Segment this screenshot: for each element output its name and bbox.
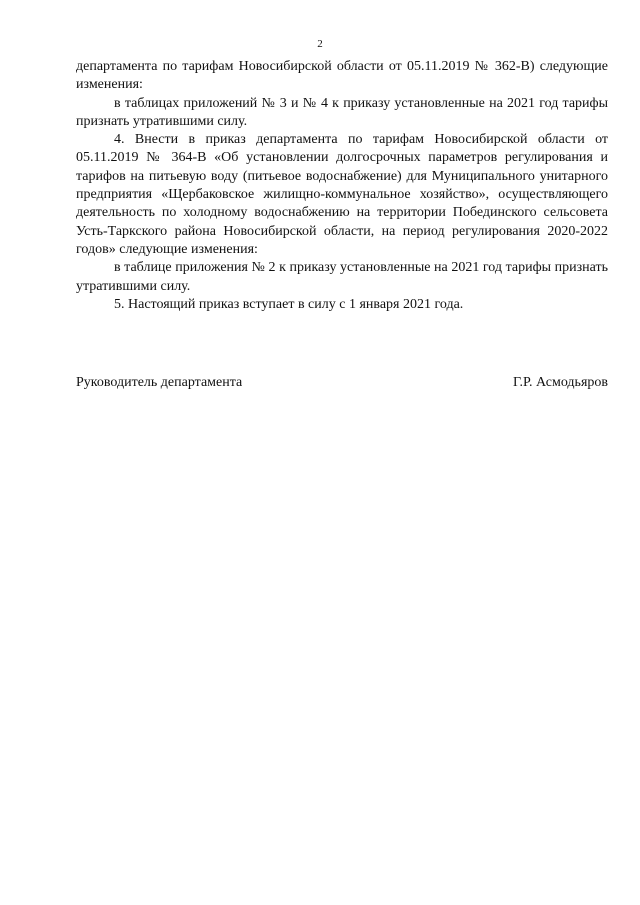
paragraph-table-2: в таблице приложения № 2 к приказу установленные на 2021 год тарифы признать утратившими силу. <box>76 260 608 294</box>
signatory-position: Руководитель департамента <box>76 375 243 390</box>
paragraph-item-5: 5. Настоящий приказ вступает в силу с 1 января 2021 года. <box>114 296 464 312</box>
paragraph-tables-3-4: в таблицах приложений № 3 и № 4 к приказу установленные на 2021 год тарифы признать утратившими силу. <box>76 95 608 129</box>
document-body <box>76 58 608 314</box>
paragraph-continuation: департамента по тарифам Новосибирской области от 05.11.2019 № 362-В) следующие изменения: <box>76 59 608 93</box>
signatory-name: Г.Р. Асмодьяров <box>512 375 608 390</box>
paragraph-item-4: 4. Внести в приказ департамента по тарифам Новосибирской области от 05.11.2019 № 364-В «Об установлении долгосрочных параметров регулирования и тарифов на питьевую воду (питьевое водоснабжение) для Муниципального унитарного предприятия «Щербаковское жилищно-коммунальное хозяйство», осуществляющего деятельность по холодному водоснабжению на территории Побединского сельсовета Усть-Таркского района Новосибирской области, на период регулирования 2020-2022 годов» следующие изменения: <box>76 132 608 257</box>
page-number: 2 <box>317 38 323 50</box>
signature-block <box>76 374 608 392</box>
